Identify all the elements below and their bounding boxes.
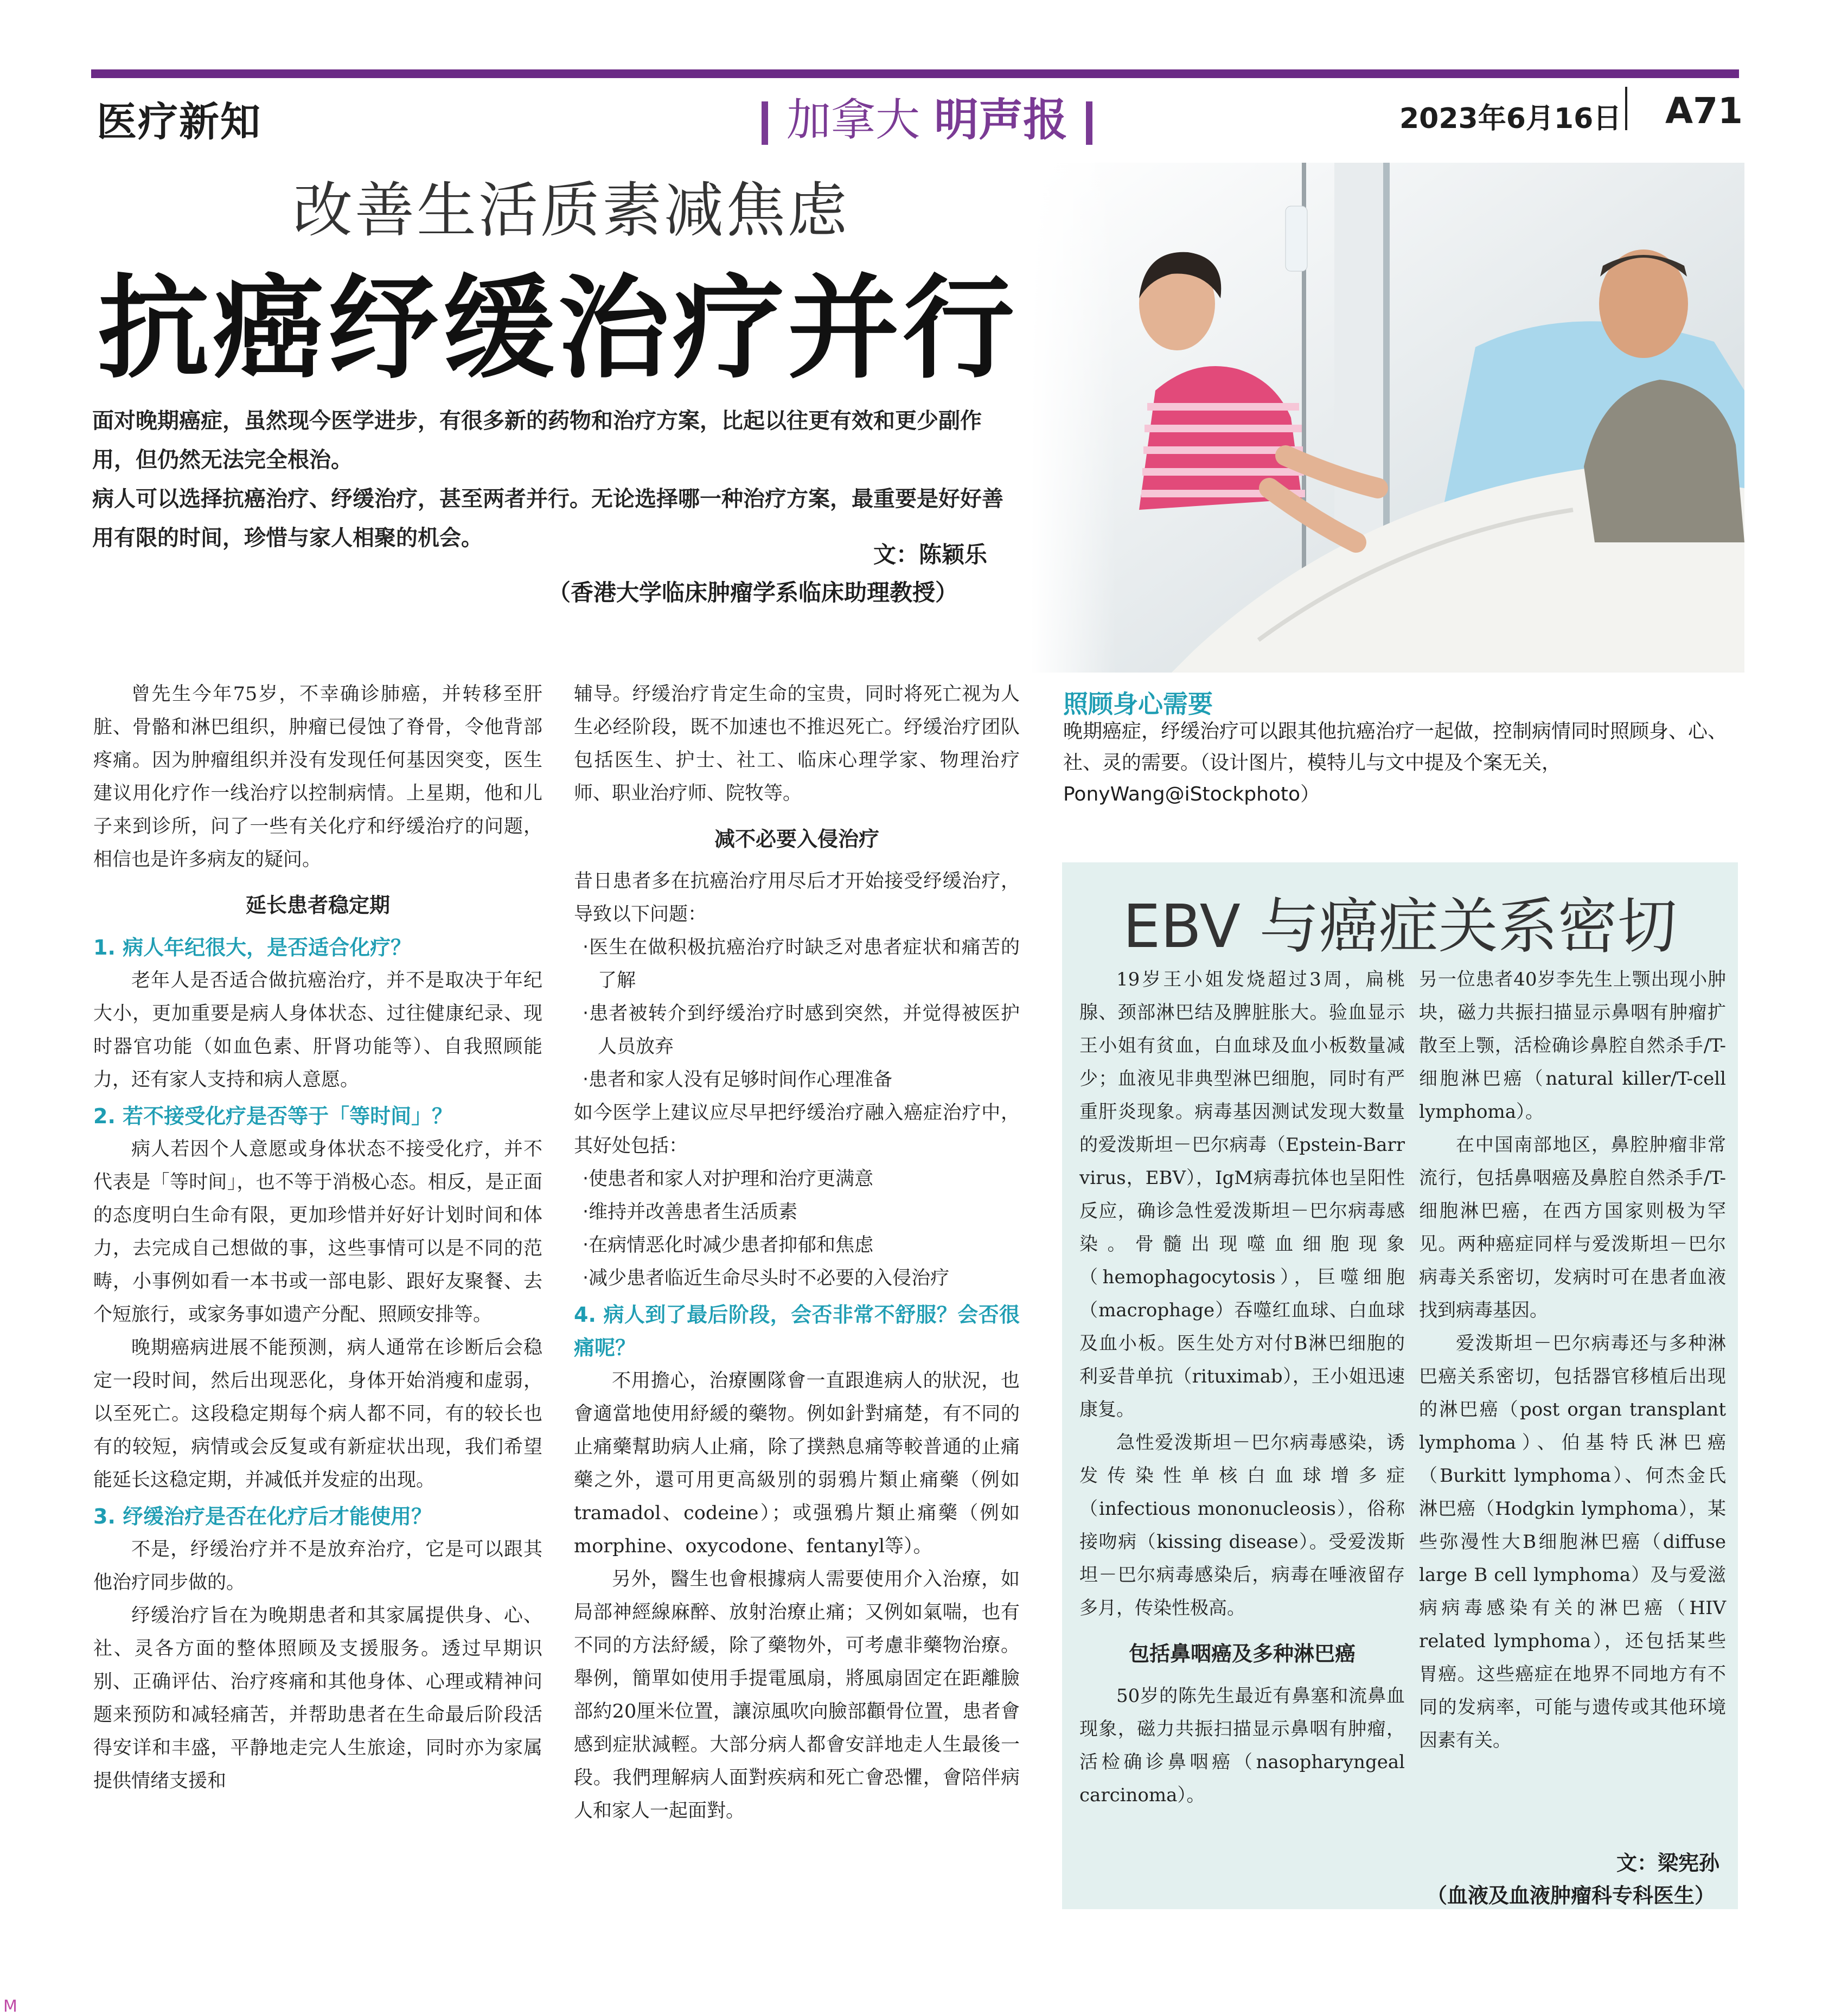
list-item: ‧减少患者临近生命尽头时不必要的入侵治疗 (583, 1268, 950, 1289)
sidebar-author-title: （血液及血液肿瘤科专科医生） (1427, 1884, 1716, 1908)
paragraph: 曾先生今年75岁，不幸确诊肺癌，并转移至肝脏、骨骼和淋巴组织，肿瘤已侵蚀了脊骨，令他背部疼痛。因为肿瘤组织并没有发现任何基因突变，医生建议用化疗作一线治疗以控制病情。上星期，他和儿子来到诊所，问了一些有关化疗和纾缓治疗的问题，相信也是许多病友的疑问。 (93, 683, 542, 871)
masthead-region: 加拿大 (787, 94, 920, 146)
masthead-paper: 明声报 (934, 94, 1068, 146)
intro-paragraph: 面对晚期癌症，虽然现今医学进步，有很多新的药物和治疗方案，比起以往更有效和更少副作用，但仍然无法完全根治。 (92, 408, 982, 472)
article-intro (92, 401, 1014, 558)
list-item: ‧使患者和家人对护理和治疗更满意 (583, 1168, 874, 1190)
sidebar-author-byline: 文：梁宪孙 (1616, 1851, 1720, 1875)
hospital-photo (1031, 163, 1744, 673)
section-heading: 延长患者稳定期 (245, 893, 390, 917)
date-separator (1625, 87, 1627, 130)
paragraph: 晚期癌病进展不能预测，病人通常在诊断后会稳定一段时间，然后出现恶化，身体开始消瘦和虚弱，以至死亡。这段稳定期每个病人都不同，有的较长也有的较短，病情或会反复或有新症状出现，我们希望能延长这稳定期，并减低并发症的出现。 (93, 1337, 542, 1491)
paragraph: 病人若因个人意愿或身体状态不接受化疗，并不代表是「等时间」，也不等于消极心态。相反，是正面的态度明白生命有限，更加珍惜并好好计划时间和体力，去完成自己想做的事，这些事情可以是不同的范畴，小事例如看一本书或一部电影、跟好友聚餐、去个短旅行，或家务事如遗产分配、照顾安排等。 (93, 1138, 542, 1326)
author-title: （香港大学临床肿瘤学系临床助理教授） (548, 579, 958, 606)
paragraph: 老年人是否适合做抗癌治疗，并不是取决于年纪大小，更加重要是病人身体状态、过往健康纪录、现时器官功能（如血色素、肝肾功能等）、自我照顾能力，还有家人支持和病人意愿。 (93, 970, 542, 1091)
paragraph: 如今医学上建议应尽早把纾缓治疗融入癌症治疗中，其好处包括： (574, 1102, 1020, 1157)
article-headline: 抗癌纾缓治疗并行 (98, 263, 1018, 394)
paragraph: 19岁王小姐发烧超过3周，扁桃腺、颈部淋巴结及脾脏胀大。验血显示王小姐有贫血，白血球及血小板数量减少；血液见非典型淋巴细胞，同时有严重肝炎现象。病毒基因测试发现大数量的爱泼斯坦－巴尔病毒（Epstein-Barr virus，EBV），IgM病毒抗体也呈阳性反应，确诊急性爱泼斯坦－巴尔病毒感染。骨髓出现噬血细胞现象（hemophagocytosis），巨噬细胞（macrophage）吞噬红血球、白血球及血小板。医生处方对付B淋巴细胞的利妥昔单抗（rituximab），王小姐迅速康复。 (1079, 969, 1405, 1420)
question-heading: 1. 病人年纪很大，是否适合化疗？ (93, 936, 412, 959)
list-item: ‧在病情恶化时减少患者抑郁和焦虑 (583, 1234, 874, 1256)
list-item: ‧维持并改善患者生活质素 (583, 1201, 798, 1223)
masthead-bar-right (1086, 101, 1092, 145)
list-item: ‧患者和家人没有足够时间作心理准备 (583, 1069, 893, 1091)
paragraph: 纾缓治疗旨在为晚期患者和其家属提供身、心、社、灵各方面的整体照顾及支援服务。透过早期识别、正确评估、治疗疼痛和其他身体、心理或精神问题来预防和减轻痛苦，并帮助患者在生命最后阶段活得安详和丰盛，平静地走完人生旅途，同时亦为家属提供情绪支援和 (93, 1605, 542, 1792)
benefit-list (574, 1163, 1020, 1295)
paragraph: 在中国南部地区，鼻腔肿瘤非常流行，包括鼻咽癌及鼻腔自然杀手/T-细胞淋巴癌，在西方国家则极为罕见。两种癌症同样与爱泼斯坦－巴尔病毒关系密切，发病时可在患者血液找到病毒基因。 (1419, 1134, 1726, 1321)
article-subtitle: 改善生活质素减焦虑 (293, 176, 849, 245)
problem-list (574, 931, 1020, 1097)
issue-date: 2023年6月16日 (1399, 103, 1622, 135)
author-byline: 文：陈颖乐 (873, 541, 988, 568)
page-number: A71 (1665, 90, 1743, 132)
paragraph: 昔日患者多在抗癌治疗用尽后才开始接受纾缓治疗，导致以下问题： (574, 871, 1020, 925)
section-name: 医疗新知 (97, 99, 261, 145)
paragraph: 50岁的陈先生最近有鼻塞和流鼻血现象，磁力共振扫描显示鼻咽有肿瘤，活检确诊鼻咽癌（nasopharyngeal carcinoma）。 (1079, 1685, 1405, 1806)
paragraph: 另一位患者40岁李先生上颚出现小肿块，磁力共振扫描显示鼻咽有肿瘤扩散至上颚，活检确诊鼻腔自然杀手/T-细胞淋巴癌（natural killer/T-cell lymphoma）。 (1419, 969, 1726, 1123)
paragraph: 不是，纾缓治疗并不是放弃治疗，它是可以跟其他治疗同步做的。 (93, 1539, 542, 1593)
paragraph: 急性爱泼斯坦－巴尔病毒感染，诱发传染性单核白血球增多症（infectious mononucleosis），俗称接吻病（kissing disease）。受爱泼斯坦－巴尔病毒感染后，病毒在唾液留存多月，传染性极高。 (1079, 1432, 1405, 1619)
photo-caption: 晚期癌症，纾缓治疗可以跟其他抗癌治疗一起做，控制病情同时照顾身、心、社、灵的需要。（设计图片，模特儿与文中提及个案无关，PonyWang@iStockphoto） (1063, 720, 1728, 805)
paragraph: 另外，醫生也會根據病人需要使用介入治療，如局部神經線麻醉、放射治療止痛；又例如氣喘，也有不同的方法紓緩，除了藥物外，可考慮非藥物治療。舉例，簡單如使用手提電風扇，將風扇固定在距離臉部約20厘米位置，讓涼風吹向臉部顴骨位置，患者會感到症狀減輕。大部分病人都會安詳地走人生最後一段。我們理解病人面對疾病和死亡會恐懼，會陪伴病人和家人一起面對。 (574, 1569, 1020, 1822)
question-heading: 3. 纾缓治疗是否在化疗后才能使用？ (93, 1505, 432, 1528)
masthead-bar-left (762, 101, 768, 145)
masthead (743, 85, 1111, 148)
photo-illustration (1031, 163, 1744, 673)
paragraph: 不用擔心，治療團隊會一直跟進病人的狀況，也會適當地使用紓緩的藥物。例如針對痛楚，有不同的止痛藥幫助病人止痛，除了撲熱息痛等較普通的止痛藥之外，還可用更高級別的弱鴉片類止痛藥（例如tramadol、codeine）；或强鴉片類止痛藥（例如morphine、oxycodone、fentanyl等）。 (574, 1370, 1020, 1557)
paragraph: 爱泼斯坦－巴尔病毒还与多种淋巴癌关系密切，包括器官移植后出现的淋巴癌（post organ transplant lymphoma）、伯基特氏淋巴癌（Burkitt lymphoma）、何杰金氏淋巴癌（Hodgkin lymphoma），某些弥漫性大B细胞淋巴癌（diffuse large B cell lymphoma）及与爱滋病病毒感染有关的淋巴癌（HIV related lymphoma），还包括某些胃癌。这些癌症在地界不同地方有不同的发病率，可能与遗传或其他环境因素有关。 (1419, 1333, 1726, 1751)
sidebar-title: EBV 与癌症关系密切 (1123, 892, 1677, 961)
paragraph: 辅导。纾缓治疗肯定生命的宝贵，同时将死亡视为人生必经阶段，既不加速也不推迟死亡。纾缓治疗团队包括医生、护士、社工、临床心理学家、物理治疗师、职业治疗师、院牧等。 (574, 683, 1020, 804)
list-item: ‧患者被转介到纾缓治疗时感到突然，并觉得被医护人员放弃 (583, 1003, 1020, 1058)
intro-paragraph: 病人可以选择抗癌治疗、纾缓治疗，甚至两者并行。无论选择哪一种治疗方案，最重要是好好善用有限的时间，珍惜与家人相聚的机会。 (92, 487, 1003, 551)
sidebar-column-1 (1079, 963, 1405, 1812)
top-rule (91, 69, 1739, 78)
sidebar-column-2 (1419, 963, 1726, 1757)
list-item: ‧医生在做积极抗癌治疗时缺乏对患者症状和痛苦的了解 (583, 937, 1020, 991)
article-column-2 (574, 678, 1020, 1828)
photo-caption-title: 照顾身心需要 (1063, 689, 1213, 719)
corner-mark: M (3, 1997, 17, 2016)
section-heading: 包括鼻咽癌及多种淋巴癌 (1128, 1641, 1356, 1666)
question-heading: 2. 若不接受化疗是否等于「等时间」？ (93, 1104, 453, 1128)
question-heading: 4. 病人到了最后阶段，会否非常不舒服？会否很痛呢？ (574, 1303, 1020, 1360)
article-column-1 (93, 678, 542, 1798)
section-heading: 减不必要入侵治疗 (714, 827, 879, 851)
